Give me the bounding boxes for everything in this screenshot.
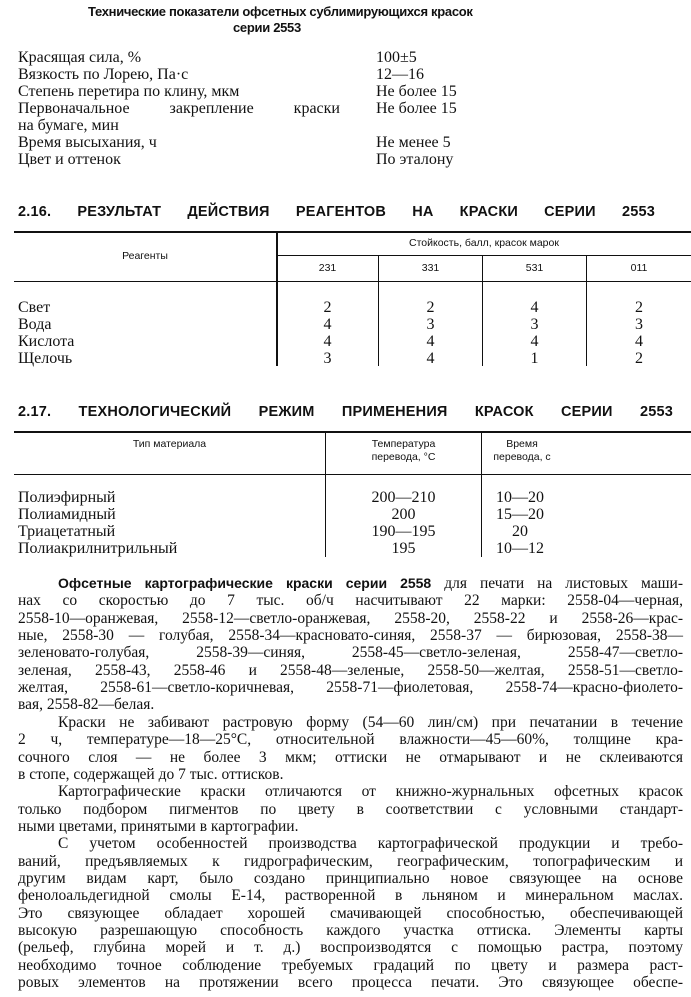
cell: 4 xyxy=(426,350,435,367)
column-header-temperature-line1: Температура xyxy=(371,438,436,450)
column-header-group: Стойкость, балл, красок марок xyxy=(409,237,559,249)
spec-label: Степень перетира по клину, мкм xyxy=(18,83,240,100)
row-label: Полиамидный xyxy=(18,506,116,523)
text-line: вая, 2558-82—белая. xyxy=(18,696,155,714)
cell-temperature: 190—195 xyxy=(371,523,436,540)
text-line: С учетом особенностей производства картографической продукции и требо- xyxy=(58,835,683,853)
row-label: Щелочь xyxy=(18,350,73,367)
spec-value: Не менее 5 xyxy=(376,134,451,151)
spec-value: Не более 15 xyxy=(376,100,457,117)
cell: 2 xyxy=(635,299,643,316)
cell-time: 10—12 xyxy=(496,540,544,557)
text-line: Краски не забивают растровую форму (54—60 лин/см) при печатании в течение xyxy=(58,713,683,731)
text-line: 2 ч, температуре—18—25°С, относительной влажности—45—60%, толщине кра- xyxy=(18,731,683,749)
cell: 2 xyxy=(635,350,643,367)
spec-label: Красящая сила, % xyxy=(18,49,142,66)
text-line: другим видам карт, было создано принципиально новое связующее на основе xyxy=(18,869,683,887)
column-header-time xyxy=(482,438,562,464)
cell: 4 xyxy=(323,316,332,333)
table-217-heading: 2.17. ТЕХНОЛОГИЧЕСКИЙ РЕЖИМ ПРИМЕНЕНИЯ КРАСОК СЕРИИ 2553 xyxy=(18,404,673,420)
text-line: фенолоальдегидной смолы Е-14, растворенной в льняном и минеральном маслах. xyxy=(18,887,683,905)
cell: 3 xyxy=(635,316,643,333)
cell-time: 20 xyxy=(512,523,528,540)
column-header-mark: 531 xyxy=(525,262,544,274)
spec-value: 100±5 xyxy=(376,49,417,66)
row-label: Триацетатный xyxy=(18,523,116,540)
text-line: (рельеф, глубина морей и т. д.) воспроизводятся с помощью растра, поэтому xyxy=(18,939,683,957)
specs-title: Технические показатели офсетных сублимирующихся красок xyxy=(88,4,473,19)
column-header-mark: 331 xyxy=(421,262,440,274)
table-rule xyxy=(276,255,691,256)
text-line: нах со скоростью до 7 тыс. об/ч насчитывают 22 марки: 2558-04—черная, xyxy=(18,592,683,610)
cell: 4 xyxy=(530,333,539,350)
cell-temperature: 195 xyxy=(391,540,416,557)
column-header-material: Тип материала xyxy=(132,438,207,450)
row-label: Свет xyxy=(18,299,51,316)
cell: 2 xyxy=(323,299,332,316)
table-rule xyxy=(14,281,691,282)
column-header-temperature-line2: перевода, °С xyxy=(371,451,436,463)
cell-temperature: 200—210 xyxy=(371,489,436,506)
column-header-reagents: Реагенты xyxy=(122,250,168,262)
cell: 4 xyxy=(426,333,435,350)
table-rule xyxy=(14,474,691,475)
text-line: Картографические краски отличаются от книжно-журнальных офсетных красок xyxy=(58,783,683,801)
text-line xyxy=(58,575,683,592)
cell: 2 xyxy=(426,299,435,316)
spec-value: Не более 15 xyxy=(376,83,457,100)
spec-label: Первоначальное закрепление краски xyxy=(18,100,340,117)
text-line: зеленая, 2558-43, 2558-46 и 2558-48—зеленые, 2558-50—желтая, 2558-51—светло- xyxy=(18,661,683,679)
text-line: сочного слоя — не более 3 мкм; оттиски не отмарывают и не склеиваются xyxy=(18,748,683,766)
column-header-temperature xyxy=(326,438,481,464)
text-line: ваний, предъявляемых к гидрографическим, географическим, топографическим и xyxy=(18,852,683,870)
text-line: ные, 2558-30 — голубая, 2558-34—красновато-синяя, 2558-37 — бирюзовая, 2558-38— xyxy=(18,627,683,645)
text-line: желтая, 2558-61—светло-коричневая, 2558-71—фиолетовая, 2558-74—красно-фиолето- xyxy=(18,679,683,697)
table-rule xyxy=(14,431,691,433)
column-header-mark: 231 xyxy=(318,262,337,274)
row-label: Полиэфирный xyxy=(18,489,116,506)
cell-time: 10—20 xyxy=(496,489,544,506)
cell-time: 15—20 xyxy=(496,506,544,523)
cell: 4 xyxy=(530,299,539,316)
cell: 4 xyxy=(323,333,332,350)
spec-value: По эталону xyxy=(376,151,454,168)
text-line: необходимо точное соблюдение требуемых градаций по цвету и размера раст- xyxy=(18,956,683,974)
text-line: 2558-10—оранжевая, 2558-12—светло-оранжевая, 2558-20, 2558-22 и 2558-26—крас- xyxy=(18,609,683,627)
text-line: ными цветами, принятыми в картографии. xyxy=(18,817,299,835)
text-line: только подбором пигментов по цвету в соответствии с условными стандарт- xyxy=(18,800,683,818)
specs-title-series: серии 2553 xyxy=(233,20,301,35)
spec-value: 12—16 xyxy=(376,66,424,83)
spec-label: Время высыхания, ч xyxy=(18,134,157,151)
cell: 4 xyxy=(635,333,643,350)
text-line: ровых элементов на протяжении всего процесса печати. Это связующее обеспе- xyxy=(18,974,683,992)
cell: 3 xyxy=(530,316,539,333)
cell-temperature: 200 xyxy=(391,506,416,523)
table-rule xyxy=(14,231,691,233)
spec-label: Цвет и оттенок xyxy=(18,151,121,168)
column-header-mark: 011 xyxy=(630,262,648,274)
spec-label-continued: на бумаге, мин xyxy=(18,117,119,134)
bold-lead: Офсетные картографические краски серии 2558 xyxy=(58,575,432,591)
lead-rest: для печати на листовых маши- xyxy=(444,575,683,592)
column-header-time-line1: Время xyxy=(506,438,538,450)
cell: 1 xyxy=(530,350,539,367)
cell: 3 xyxy=(426,316,435,333)
row-label: Вода xyxy=(18,316,52,333)
column-header-time-line2: перевода, с xyxy=(493,451,551,463)
row-label: Кислота xyxy=(18,333,75,350)
text-line: высокую разрешающую способность каждого участка оттиска. Элементы карты xyxy=(18,922,683,939)
spec-label: Вязкость по Лорею, Па·с xyxy=(18,66,189,83)
table-216-heading: 2.16. РЕЗУЛЬТАТ ДЕЙСТВИЯ РЕАГЕНТОВ НА КРАСКИ СЕРИИ 2553 xyxy=(18,204,655,220)
cell: 3 xyxy=(323,350,332,367)
text-line: зеленовато-голубая, 2558-39—синяя, 2558-45—светло-зеленая, 2558-47—светло- xyxy=(18,644,683,662)
text-line: в стопе, содержащей до 7 тыс. оттисков. xyxy=(18,765,284,783)
text-line: Это связующее обладает хорошей смачивающей способностью, обеспечивающей xyxy=(18,904,683,922)
row-label: Полиакрилнитрильный xyxy=(18,540,178,557)
